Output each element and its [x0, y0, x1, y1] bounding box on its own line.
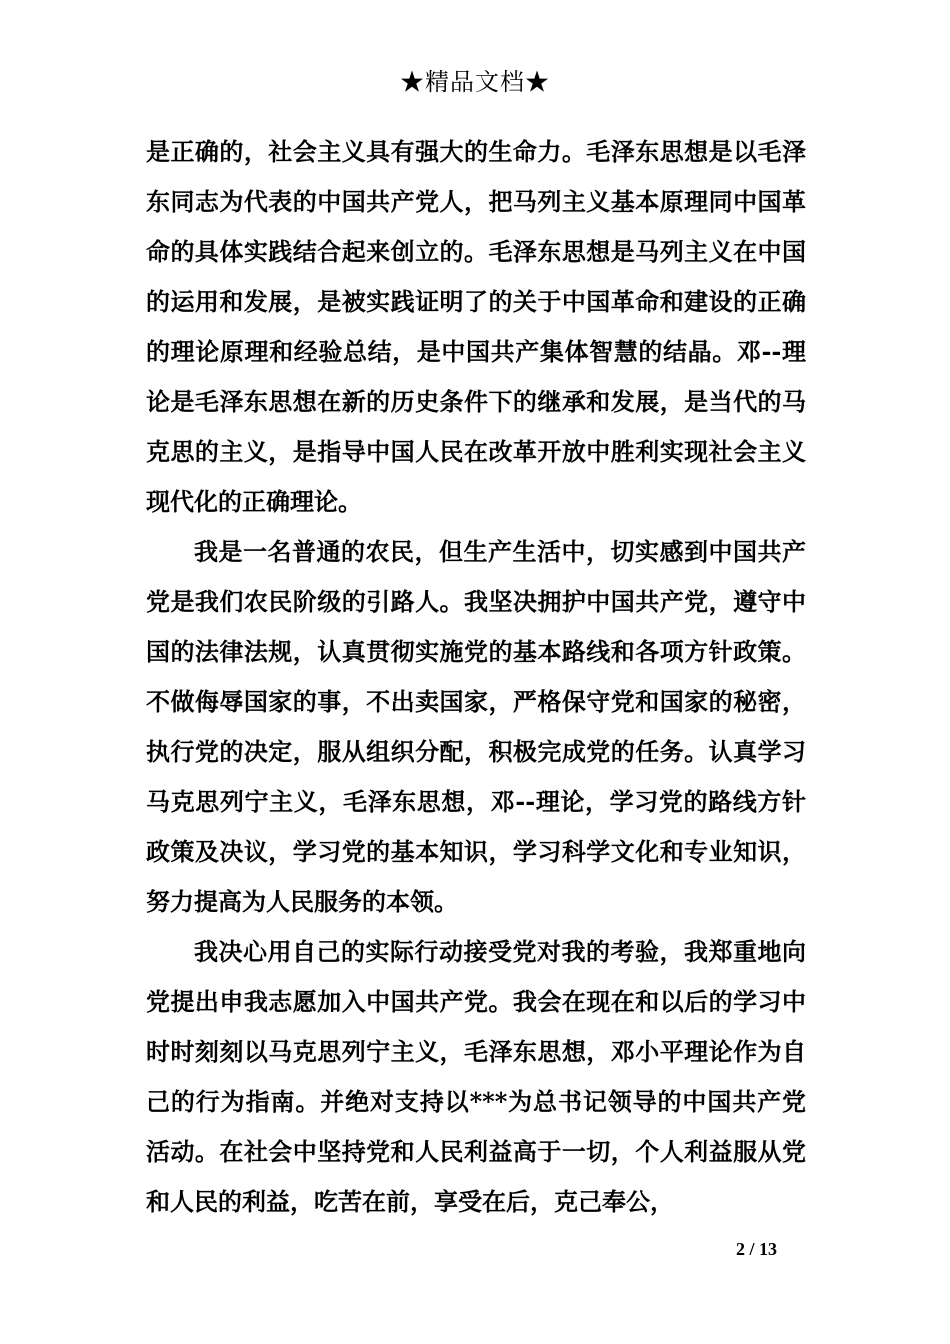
- paragraph-continued: 是正确的，社会主义具有强大的生命力。毛泽东思想是以毛泽东同志为代表的中国共产党人，把马列主义基本原理同中国革命的具体实践结合起来创立的。毛泽东思想是马列主义在中国的运用和发展，是被实践证明了的关于中国革命和建设的正确的理论原理和经验总结，是中国共产集体智慧的结晶。邓--理论是毛泽东思想在新的历史条件下的继承和发展，是当代的马克思的主义，是指导中国人民在改革开放中胜利实现社会主义现代化的正确理论。: [146, 137, 806, 516]
- paragraph: 我是一名普通的农民，但生产生活中，切实感到中国共产党是我们农民阶级的引路人。我坚决拥护中国共产党，遵守中国的法律法规，认真贯彻实施党的基本路线和各项方针政策。不做侮辱国家的事，不出卖国家，严格保守党和国家的秘密，执行党的决定，服从组织分配，积极完成党的任务。认真学习马克思列宁主义，毛泽东思想，邓--理论，学习党的路线方针政策及决议，学习党的基本知识，学习科学文化和专业知识，努力提高为人民服务的本领。: [146, 537, 806, 916]
- page-footer: [0, 1237, 777, 1261]
- paragraph: 我决心用自己的实际行动接受党对我的考验，我郑重地向党提出申我志愿加入中国共产党。我会在现在和以后的学习中时时刻刻以马克思列宁主义，毛泽东思想，邓小平理论作为自己的行为指南。并绝对支持以***为总书记领导的中国共产党活动。在社会中坚持党和人民利益高于一切，个人利益服从党和人民的利益，吃苦在前，享受在后，克己奉公，: [146, 937, 806, 1216]
- page-header: [0, 62, 950, 102]
- document-title: ★精品文档★: [400, 68, 550, 96]
- document-body: [146, 127, 806, 1227]
- page-number: 2 / 13: [735, 1239, 777, 1259]
